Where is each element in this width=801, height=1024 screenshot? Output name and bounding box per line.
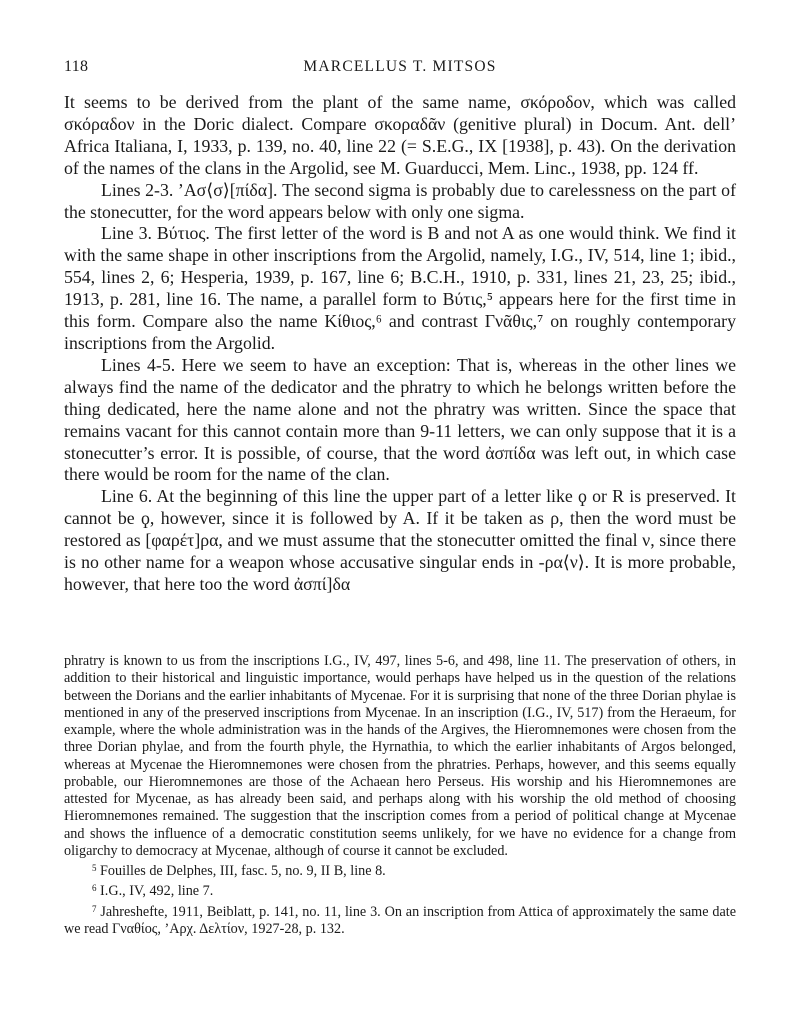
paragraph: Line 3. Βύτιος. The first letter of the word is B and not A as one would think. We find it with the same shape in other inscriptions from the Argolid, namely, I.G., IV, 514, line 1; ibid., 554, lines 2, 6; Hesperia, 1939, p. 167, line 6; B.C.H., 1910, p. 331, lines 21, 23, 25; ibid., 1913, p. 281, line 16. The name, a parallel form to Βύτις,⁵ appears here for the first time in this form. Compare also the name Κίθιος,⁶ and contrast Γνᾶθις,⁷ on roughly contemporary inscriptions from the Argolid. — [64, 223, 736, 353]
footnote-marker: 7 — [92, 903, 97, 914]
paragraph: It seems to be derived from the plant of the same name, σκόροδον, which was called σκόραδον in the Doric dialect. Compare σκοραδᾶν (genitive plural) in Docum. Ant. dell’ Africa Italiana, I, 1933, p. 139, no. 40, line 22 (= S.E.G., IX [1938], p. 43). On the derivation of the names of the clans in the Argolid, see M. Guarducci, Mem. Linc., 1938, pp. 124 ff. — [64, 92, 736, 178]
footnotes — [64, 653, 736, 938]
footnote-marker: 5 — [92, 863, 97, 873]
paragraph: Lines 4-5. Here we seem to have an exception: That is, whereas in the other lines we always find the name of the dedicator and the phratry to which he belongs written before the thing dedicated, here the name alone and not the phratry was written. Since the space that remains vacant for this cannot contain more than 9-11 letters, we can only suppose that it is a stonecutter’s error. It is possible, of course, that the word ἀσπίδα was left out, in which case there would be room for the name of the clan. — [64, 354, 736, 485]
footnote-5 — [64, 860, 736, 880]
footnote-continuation: phratry is known to us from the inscriptions I.G., IV, 497, lines 5-6, and 498, line 11. The preservation of others, in addition to their historical and linguistic importance, would perhaps have helped us in the question of the relations between the Dorians and the earlier inhabitants of Mycenae. For it is surprising that none of the three Dorian phylae is mentioned in any of the preserved inscriptions from Mycenae. In an inscription (I.G., IV, 517) from the Heraeum, for example, where the whole administration was in the hands of the Argives, the Hieromnemones were chosen from the three Dorian phylae, and from the fourth phyle, the Hyrnathia, to which the earlier inhabitants of Argos belonged, whereas at Mycenae the Hieromnemones were chosen from the phratries. Perhaps, however, and this seems equally probable, our Hieromnemones are those of the Achaean hero Perseus. His worship and his Hieromnemones are attested for Mycenae, as has already been said, and perhaps along with his worship the old method of choosing Hieromnemones remained. The suggestion that the inscription comes from a period of political change at Mycenae and shows the influence of a democratic constitution seems unlikely, for we have no evidence for a change from oligarchy to democracy at Mycenae, although of course it cannot be excluded. — [64, 653, 736, 859]
footnote-7 — [64, 901, 736, 939]
page-number: 118 — [64, 58, 89, 75]
footnote-text: I.G., IV, 492, line 7. — [100, 883, 214, 900]
footnote-text: Jahreshefte, 1911, Beiblatt, p. 141, no. 11, line 3. On an inscription from Attica of approximately the same date we read Γναθίος, ’Αρχ. Δελτίον, 1927-28, p. 132. — [64, 903, 737, 937]
paragraph: Lines 2-3. ’Ασ⟨σ⟩[πίδα]. The second sigma is probably due to carelessness on the part of the stonecutter, for the word appears below with only one sigma. — [64, 179, 736, 222]
footnote-text: Fouilles de Delphes, III, fasc. 5, no. 9, II B, line 8. — [100, 863, 386, 879]
paragraph: Line 6. At the beginning of this line the upper part of a letter like ϙ or R is preserved. It cannot be ϙ, however, since it is followed by A. If it be taken as ρ, then the word must be restored as [φαρέτ]ρα, and we must assume that the stonecutter omitted the final ν, since there is no other name for a weapon whose accusative singular ends in -ρα⟨ν⟩. It is more probable, however, that here too the word ἀσπί]δα — [64, 486, 736, 594]
footnote-6 — [64, 880, 736, 900]
footnote-marker: 6 — [92, 883, 97, 894]
running-title: MARCELLUS T. MITSOS — [303, 58, 497, 75]
page-header — [64, 58, 736, 80]
main-text — [64, 92, 736, 596]
